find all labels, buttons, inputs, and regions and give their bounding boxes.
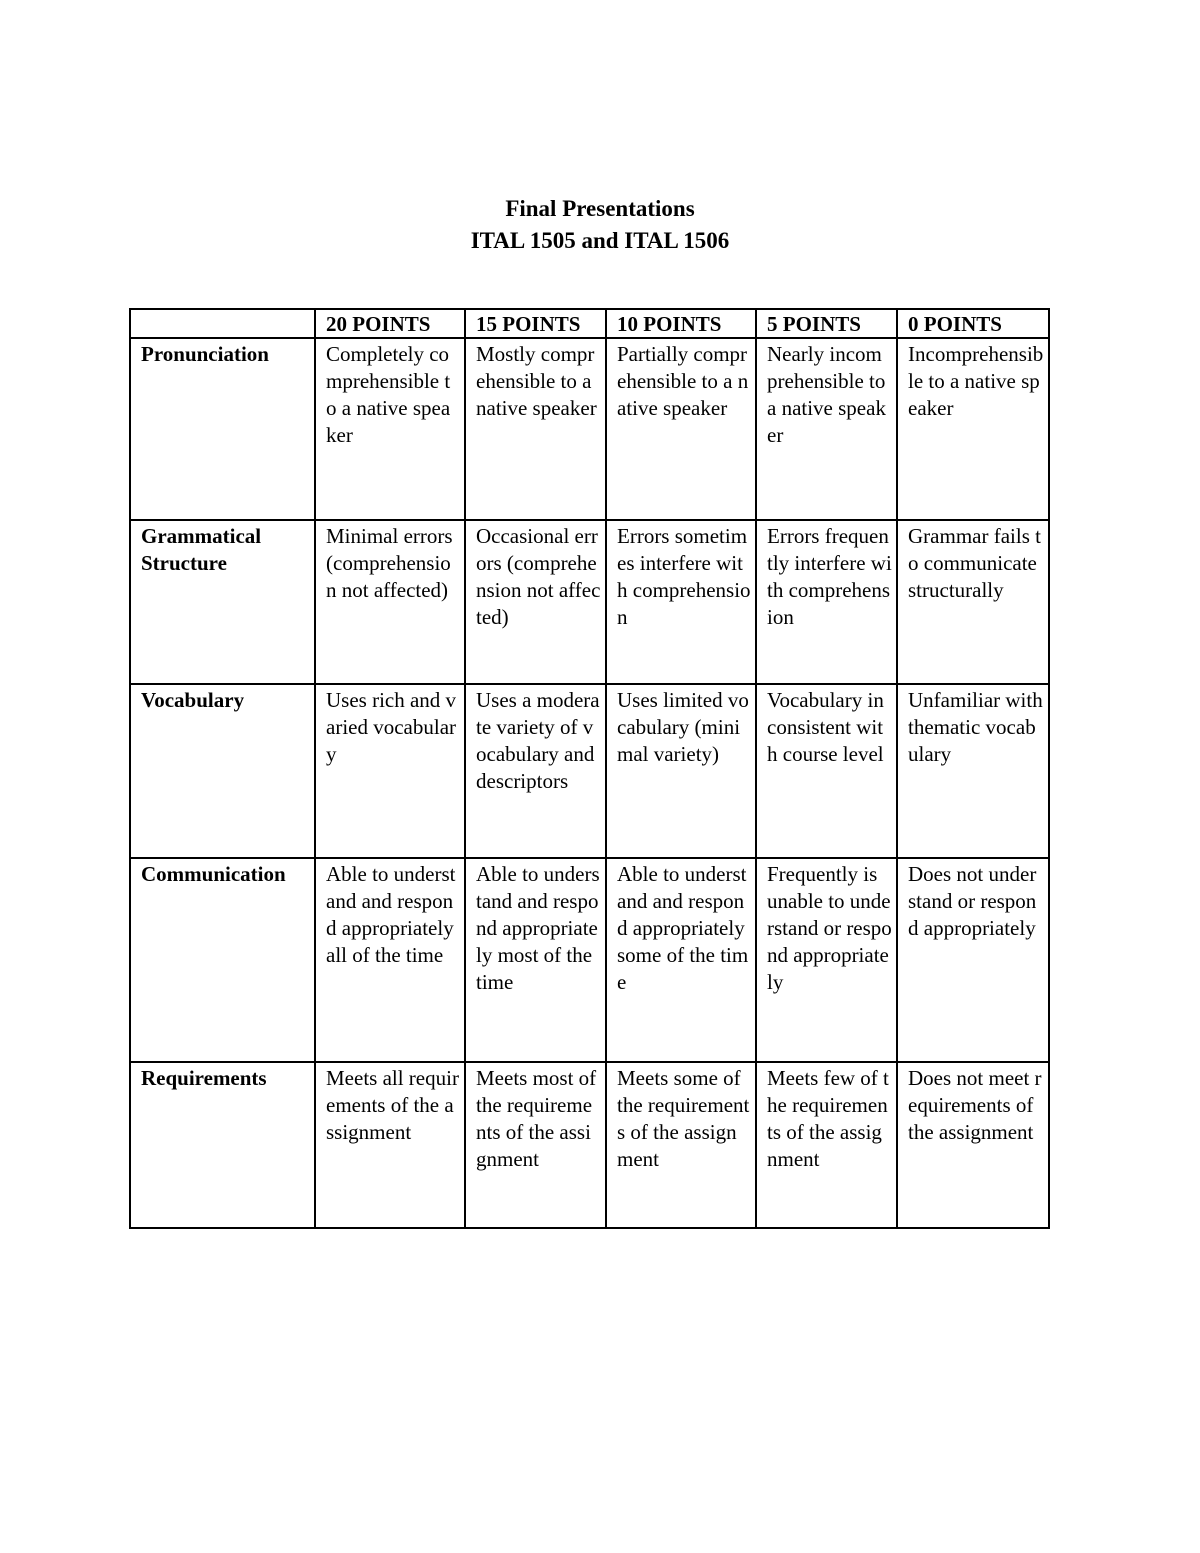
rubric-header-row xyxy=(130,309,1049,338)
rubric-cell: Able to understand and respond appropriately some of the time xyxy=(606,858,756,1062)
document-header xyxy=(0,193,1200,257)
document-title: Final Presentations xyxy=(505,196,695,221)
rubric-cell: Frequently is unable to understand or respond appropriately xyxy=(756,858,897,1062)
column-header-15-points: 15 POINTS xyxy=(465,309,606,338)
rubric-row-vocabulary xyxy=(130,684,1049,858)
rubric-cell: Minimal errors (comprehension not affected) xyxy=(315,520,465,684)
rubric-cell: Meets some of the requirements of the assignment xyxy=(606,1062,756,1228)
rubric-cell: Incomprehensible to a native speaker xyxy=(897,338,1049,520)
rubric-cell: Unfamiliar with thematic vocabulary xyxy=(897,684,1049,858)
column-header-20-points: 20 POINTS xyxy=(315,309,465,338)
rubric-cell: Mostly comprehensible to a native speaker xyxy=(465,338,606,520)
rubric-cell: Partially comprehensible to a native speaker xyxy=(606,338,756,520)
rubric-cell: Errors frequently interfere with comprehension xyxy=(756,520,897,684)
column-header-0-points: 0 POINTS xyxy=(897,309,1049,338)
rubric-cell: Able to understand and respond appropriately most of the time xyxy=(465,858,606,1062)
rubric-cell: Does not understand or respond appropriately xyxy=(897,858,1049,1062)
rubric-cell: Errors sometimes interfere with comprehension xyxy=(606,520,756,684)
rubric-cell: Occasional errors (comprehension not affected) xyxy=(465,520,606,684)
rubric-cell: Grammar fails to communicate structurally xyxy=(897,520,1049,684)
rubric-cell: Meets all requirements of the assignment xyxy=(315,1062,465,1228)
rubric-cell: Meets few of the requirements of the assignment xyxy=(756,1062,897,1228)
row-header-vocabulary: Vocabulary xyxy=(130,684,315,858)
rubric-row-pronunciation xyxy=(130,338,1049,520)
column-header-5-points: 5 POINTS xyxy=(756,309,897,338)
row-header-grammatical-structure: Grammatical Structure xyxy=(130,520,315,684)
rubric-cell: Completely comprehensible to a native speaker xyxy=(315,338,465,520)
rubric-cell: Does not meet requirements of the assignment xyxy=(897,1062,1049,1228)
rubric-row-grammatical-structure xyxy=(130,520,1049,684)
rubric-row-requirements xyxy=(130,1062,1049,1228)
row-header-requirements: Requirements xyxy=(130,1062,315,1228)
rubric-row-communication xyxy=(130,858,1049,1062)
rubric-cell: Uses rich and varied vocabulary xyxy=(315,684,465,858)
rubric-cell: Uses a moderate variety of vocabulary and descriptors xyxy=(465,684,606,858)
rubric-cell: Vocabulary inconsistent with course level xyxy=(756,684,897,858)
rubric-cell: Nearly incomprehensible to a native speaker xyxy=(756,338,897,520)
row-header-pronunciation: Pronunciation xyxy=(130,338,315,520)
rubric-table xyxy=(129,308,1050,1229)
rubric-cell: Uses limited vocabulary (minimal variety) xyxy=(606,684,756,858)
rubric-cell: Meets most of the requirements of the assignment xyxy=(465,1062,606,1228)
column-header-10-points: 10 POINTS xyxy=(606,309,756,338)
document-subtitle: ITAL 1505 and ITAL 1506 xyxy=(470,228,730,253)
rubric-cell: Able to understand and respond appropriately all of the time xyxy=(315,858,465,1062)
row-header-communication: Communication xyxy=(130,858,315,1062)
corner-cell xyxy=(130,309,315,338)
